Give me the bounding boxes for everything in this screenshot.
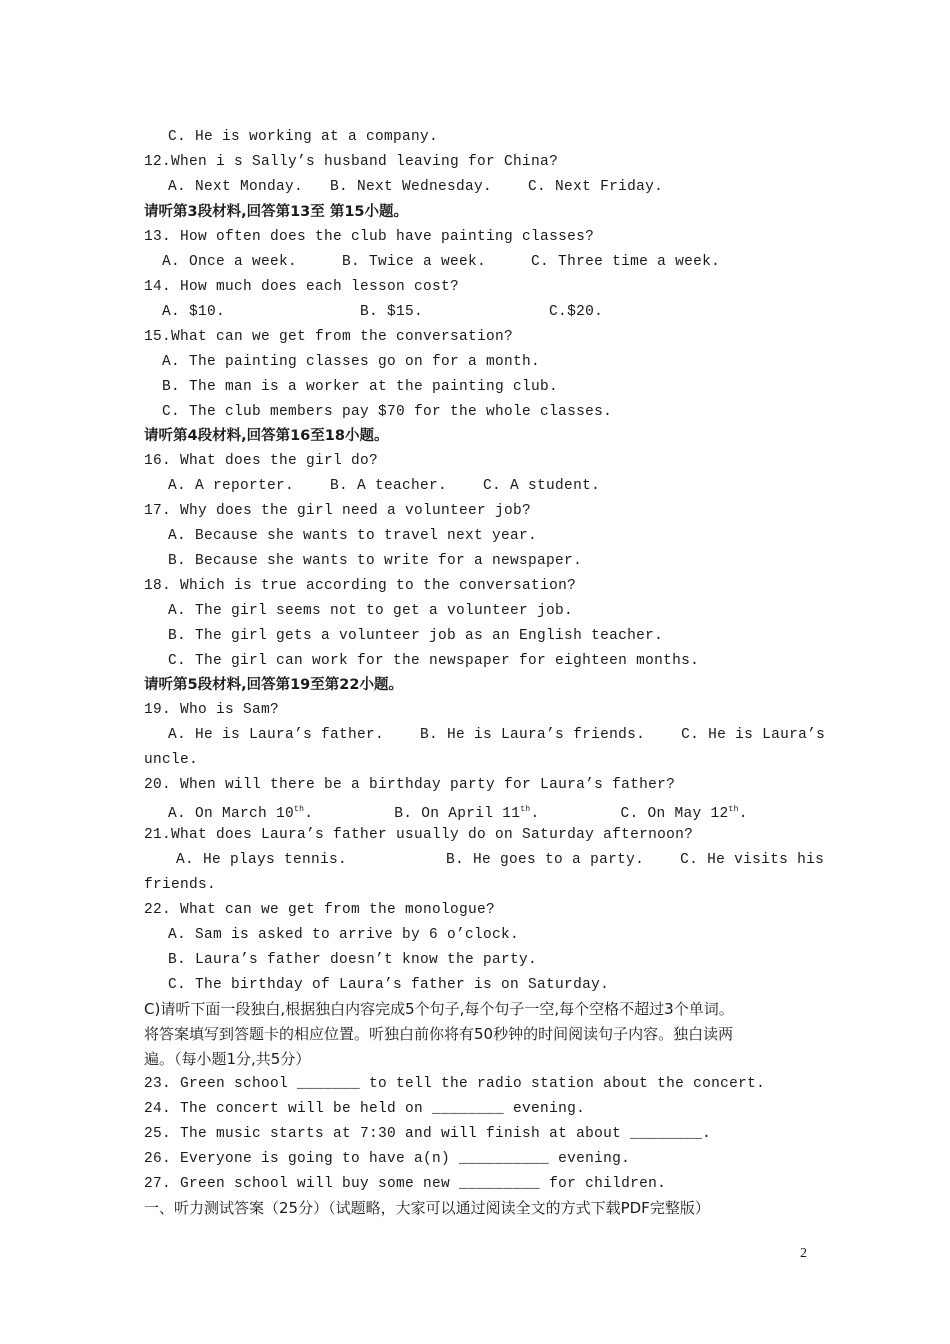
question-25: 25. The music starts at 7:30 and will finish at about ________. bbox=[144, 1126, 712, 1142]
question-26: 26. Everyone is going to have a(n) __________ evening. bbox=[144, 1151, 631, 1167]
question-19: 19. Who is Sam? bbox=[144, 702, 280, 718]
question-23: 23. Green school _______ to tell the radio station about the concert. bbox=[144, 1076, 766, 1092]
options-21-wrap: friends. bbox=[144, 877, 217, 893]
option-15c: C. The club members pay $70 for the whole classes. bbox=[162, 404, 613, 420]
option-17b: B. Because she wants to write for a newspaper. bbox=[168, 553, 583, 569]
question-15: 15.What can we get from the conversation? bbox=[144, 329, 514, 345]
page-number: 2 bbox=[800, 1246, 807, 1261]
question-17: 17. Why does the girl need a volunteer job? bbox=[144, 503, 532, 519]
option-18c: C. The girl can work for the newspaper for eighteen months. bbox=[168, 653, 700, 669]
options-21: A. He plays tennis. B. He goes to a party. C. He visits his bbox=[176, 852, 825, 868]
options-13: A. Once a week. B. Twice a week. C. Three time a week. bbox=[162, 254, 721, 270]
option-17a: A. Because she wants to travel next year. bbox=[168, 528, 538, 544]
section-heading-5: 请听第5段材料,回答第19至第22小题。 bbox=[144, 677, 403, 693]
question-22: 22. What can we get from the monologue? bbox=[144, 902, 496, 918]
question-18: 18. Which is true according to the conversation? bbox=[144, 578, 577, 594]
question-14: 14. How much does each lesson cost? bbox=[144, 279, 460, 295]
option-11c: C. He is working at a company. bbox=[168, 129, 439, 145]
option-22c: C. The birthday of Laura’s father is on Saturday. bbox=[168, 977, 610, 993]
option-18b: B. The girl gets a volunteer job as an English teacher. bbox=[168, 628, 664, 644]
question-21: 21.What does Laura’s father usually do on Saturday afternoon? bbox=[144, 827, 694, 843]
question-24: 24. The concert will be held on ________ evening. bbox=[144, 1101, 586, 1117]
question-20: 20. When will there be a birthday party for Laura’s father? bbox=[144, 777, 676, 793]
options-16: A. A reporter. B. A teacher. C. A student. bbox=[168, 478, 601, 494]
question-12: 12.When i s Sally’s husband leaving for China? bbox=[144, 154, 559, 170]
question-13: 13. How often does the club have painting classes? bbox=[144, 229, 595, 245]
options-19: A. He is Laura’s father. B. He is Laura’s friends. C. He is Laura’s bbox=[168, 727, 826, 743]
option-15b: B. The man is a worker at the painting club. bbox=[162, 379, 559, 395]
options-12: A. Next Monday. B. Next Wednesday. C. Next Friday. bbox=[168, 179, 664, 195]
option-18a: A. The girl seems not to get a volunteer job. bbox=[168, 603, 574, 619]
section-heading-3: 请听第3段材料,回答第13至 第15小题。 bbox=[144, 204, 409, 220]
options-19-wrap: uncle. bbox=[144, 752, 199, 768]
section-heading-4: 请听第4段材料,回答第16至18小题。 bbox=[144, 428, 389, 444]
question-27: 27. Green school will buy some new _________ for children. bbox=[144, 1176, 667, 1192]
question-16: 16. What does the girl do? bbox=[144, 453, 379, 469]
answer-note: 一、听力测试答案（25分）（试题略，大家可以通过阅读全文的方式下载PDF完整版） bbox=[144, 1199, 710, 1217]
section-c-instruction-1: C)请听下面一段独白,根据独白内容完成5个句子,每个句子一空,每个空格不超过3个单词。 bbox=[144, 1000, 734, 1018]
options-14: A. $10. B. $15. C.$20. bbox=[162, 304, 604, 320]
option-22b: B. Laura’s father doesn’t know the party. bbox=[168, 952, 538, 968]
options-20: A. On March 10th. B. On April 11th. C. On May 12th. bbox=[168, 805, 748, 822]
section-c-instruction-3: 遍。（每小题1分,共5分） bbox=[144, 1050, 311, 1068]
option-15a: A. The painting classes go on for a month. bbox=[162, 354, 541, 370]
section-c-instruction-2: 将答案填写到答题卡的相应位置。听独白前你将有50秒钟的时间阅读句子内容。独白读两 bbox=[144, 1025, 734, 1043]
option-22a: A. Sam is asked to arrive by 6 o’clock. bbox=[168, 927, 520, 943]
